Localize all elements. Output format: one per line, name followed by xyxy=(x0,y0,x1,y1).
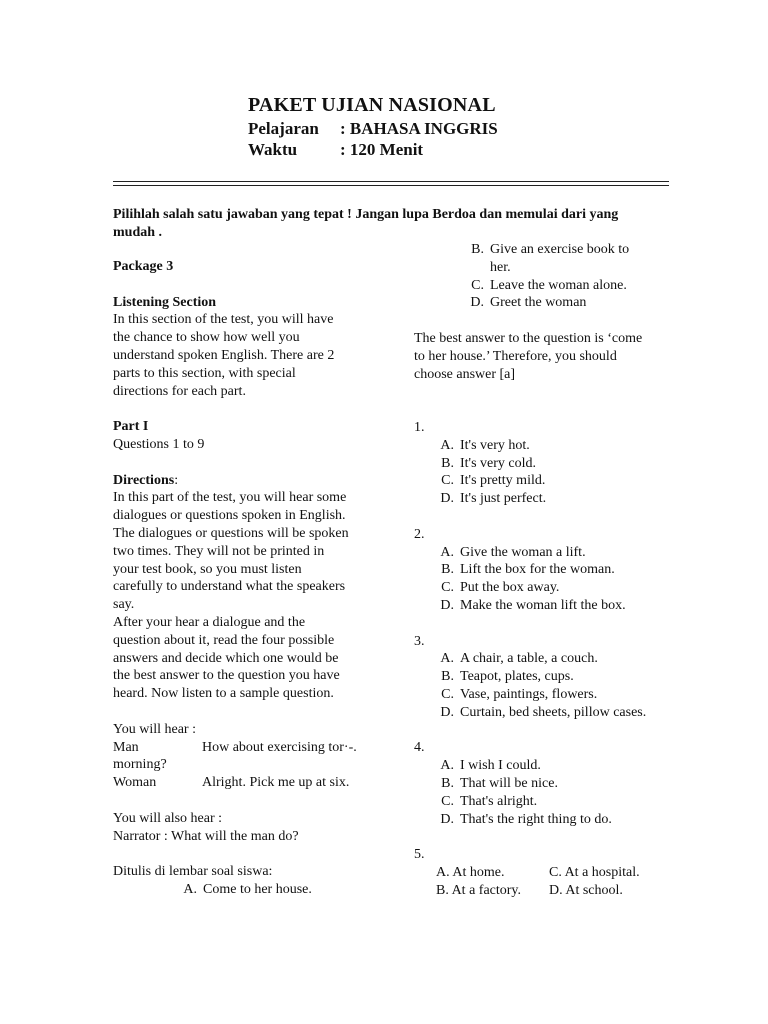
option-text: Give the woman a lift. xyxy=(460,544,586,560)
listening-line: parts to this section, with special xyxy=(113,365,296,381)
option-letter: C. xyxy=(441,580,454,596)
option-letter: C. xyxy=(441,686,454,702)
sample-option-a xyxy=(113,881,363,899)
option xyxy=(414,561,684,579)
instructions-line-2: mudah . xyxy=(113,225,163,240)
question-5-options xyxy=(414,864,684,900)
man-label: Man xyxy=(113,739,139,755)
option-letter: C. xyxy=(471,277,484,293)
listening-line: In this section of the test, you will have xyxy=(113,312,334,328)
directions-line: your test book, so you must listen xyxy=(113,561,302,577)
option-letter: B. xyxy=(441,562,454,578)
option-text: That's the right thing to do. xyxy=(460,811,612,827)
page-title: PAKET UJIAN NASIONAL xyxy=(248,94,496,116)
option-letter: D. xyxy=(470,295,484,311)
option xyxy=(414,579,684,597)
sample-option-d xyxy=(460,294,684,312)
listening-line: the chance to show how well you xyxy=(113,330,300,346)
directions-line: After your hear a dialogue and the xyxy=(113,614,306,630)
option-letter: B. xyxy=(441,775,454,791)
option-text: It's very hot. xyxy=(460,437,530,453)
directions-line: carefully to understand what the speakers xyxy=(113,579,346,595)
option-letter: B. xyxy=(441,455,454,471)
directions-colon: : xyxy=(174,472,179,488)
questions-range: Questions 1 to 9 xyxy=(113,436,205,452)
instructions-line-1: Pilihlah salah satu jawaban yang tepat ! Jangan lupa Berdoa dan memulai dari yang xyxy=(113,207,619,222)
option-letter: A. xyxy=(440,437,454,453)
dialogue-man xyxy=(113,739,363,757)
also-hear: You will also hear : xyxy=(113,810,223,826)
option-text: That will be nice. xyxy=(460,775,558,791)
option-letter: A. xyxy=(183,881,197,897)
man-text-continued: morning? xyxy=(113,757,167,773)
option: C. At a hospital. xyxy=(549,864,640,880)
option-text: Lift the box for the woman. xyxy=(460,562,615,578)
question-number: 2. xyxy=(414,526,425,542)
option xyxy=(414,455,684,473)
option-text: Make the woman lift the box. xyxy=(460,597,626,613)
option-letter: A. xyxy=(440,544,454,560)
listening-line: understand spoken English. There are 2 xyxy=(113,347,335,363)
ditulis-label: Ditulis di lembar soal siswa: xyxy=(113,864,273,880)
option xyxy=(414,437,684,455)
subject-value: : BAHASA INGGRIS xyxy=(340,119,498,138)
option xyxy=(414,704,684,722)
question-4-options xyxy=(414,757,684,828)
option xyxy=(414,668,684,686)
option xyxy=(414,597,684,615)
listening-section-title: Listening Section xyxy=(113,294,217,310)
option xyxy=(414,775,684,793)
question-number: 1. xyxy=(414,419,425,435)
option xyxy=(414,472,684,490)
you-will-hear: You will hear : xyxy=(113,721,196,737)
option xyxy=(414,757,684,775)
option-text: Curtain, bed sheets, pillow cases. xyxy=(460,704,647,720)
option-letter: B. xyxy=(441,669,454,685)
divider-bottom xyxy=(113,185,669,186)
man-text: How about exercising tor·-. xyxy=(202,739,357,755)
option xyxy=(414,490,684,508)
option-letter: A. xyxy=(440,651,454,667)
option-letter: C. xyxy=(441,473,454,489)
woman-text: Alright. Pick me up at six. xyxy=(202,775,350,791)
option-text: Greet the woman xyxy=(490,295,587,311)
directions-heading xyxy=(113,472,363,490)
time-value: : 120 Menit xyxy=(340,140,424,159)
instructions xyxy=(113,206,673,242)
option-text xyxy=(490,241,629,277)
time-label: Waktu xyxy=(248,140,298,159)
option xyxy=(414,650,684,668)
option-letter: A. xyxy=(440,758,454,774)
sample-options xyxy=(414,241,684,312)
option xyxy=(414,686,684,704)
listening-line: directions for each part. xyxy=(113,383,246,399)
directions-line: two times. They will not be printed in xyxy=(113,543,325,559)
best-answer-line: to her house.’ Therefore, you should xyxy=(414,348,617,364)
best-answer-line: choose answer [a] xyxy=(414,366,516,382)
divider-top xyxy=(113,181,669,182)
directions-line: dialogues or questions spoken in English. xyxy=(113,508,346,524)
dialogue-woman xyxy=(113,774,363,792)
left-column xyxy=(113,258,363,899)
directions-line: say. xyxy=(113,597,135,613)
option-text: Vase, paintings, flowers. xyxy=(460,686,598,702)
right-column xyxy=(414,241,684,899)
part-title: Part I xyxy=(113,419,149,435)
option-text: That's alright. xyxy=(460,793,538,809)
option: A. At home. xyxy=(436,864,505,880)
option-text: It's very cold. xyxy=(460,455,537,471)
option-text: Put the box away. xyxy=(460,580,560,596)
narrator-line: Narrator : What will the man do? xyxy=(113,828,299,844)
option-letter: D. xyxy=(440,597,454,613)
option-text-line: her. xyxy=(490,259,511,275)
question-3-options xyxy=(414,650,684,721)
option-letter: C. xyxy=(441,793,454,809)
question-2-options xyxy=(414,544,684,615)
sample-option-c xyxy=(460,277,684,295)
option-row xyxy=(436,864,684,882)
option-text: I wish I could. xyxy=(460,758,541,774)
option: B. At a factory. xyxy=(436,882,522,898)
option-letter: D. xyxy=(440,811,454,827)
question-number: 4. xyxy=(414,740,425,756)
directions-line: In this part of the test, you will hear some xyxy=(113,490,347,506)
question-number: 3. xyxy=(414,633,425,649)
option-text: A chair, a table, a couch. xyxy=(460,651,598,667)
question-1-options xyxy=(414,437,684,508)
question-number: 5. xyxy=(414,847,425,863)
directions-line: heard. Now listen to a sample question. xyxy=(113,686,334,702)
option-text-line: Give an exercise book to xyxy=(490,242,630,257)
option xyxy=(414,544,684,562)
best-answer-line: The best answer to the question is ‘come xyxy=(414,330,643,346)
option-letter: D. xyxy=(440,704,454,720)
option-text: Come to her house. xyxy=(203,881,312,897)
directions-line: question about it, read the four possible xyxy=(113,632,335,648)
directions-line: The dialogues or questions will be spoken xyxy=(113,525,349,541)
option xyxy=(414,793,684,811)
option-text: Leave the woman alone. xyxy=(490,277,627,293)
subject-label: Pelajaran xyxy=(248,119,319,138)
option-text: It's pretty mild. xyxy=(460,473,546,489)
option-letter: D. xyxy=(440,491,454,507)
option xyxy=(414,811,684,829)
sample-option-b xyxy=(460,241,684,277)
woman-label: Woman xyxy=(113,775,157,791)
option-row xyxy=(436,882,684,900)
option-text: Teapot, plates, cups. xyxy=(460,669,574,685)
option: D. At school. xyxy=(549,882,623,898)
package-label: Package 3 xyxy=(113,259,174,274)
directions-title: Directions xyxy=(113,472,175,488)
option-text: It's just perfect. xyxy=(460,491,547,507)
directions-line: answers and decide which one would be xyxy=(113,650,339,666)
option-letter: B. xyxy=(471,242,484,257)
directions-line: the best answer to the question you have xyxy=(113,668,340,684)
